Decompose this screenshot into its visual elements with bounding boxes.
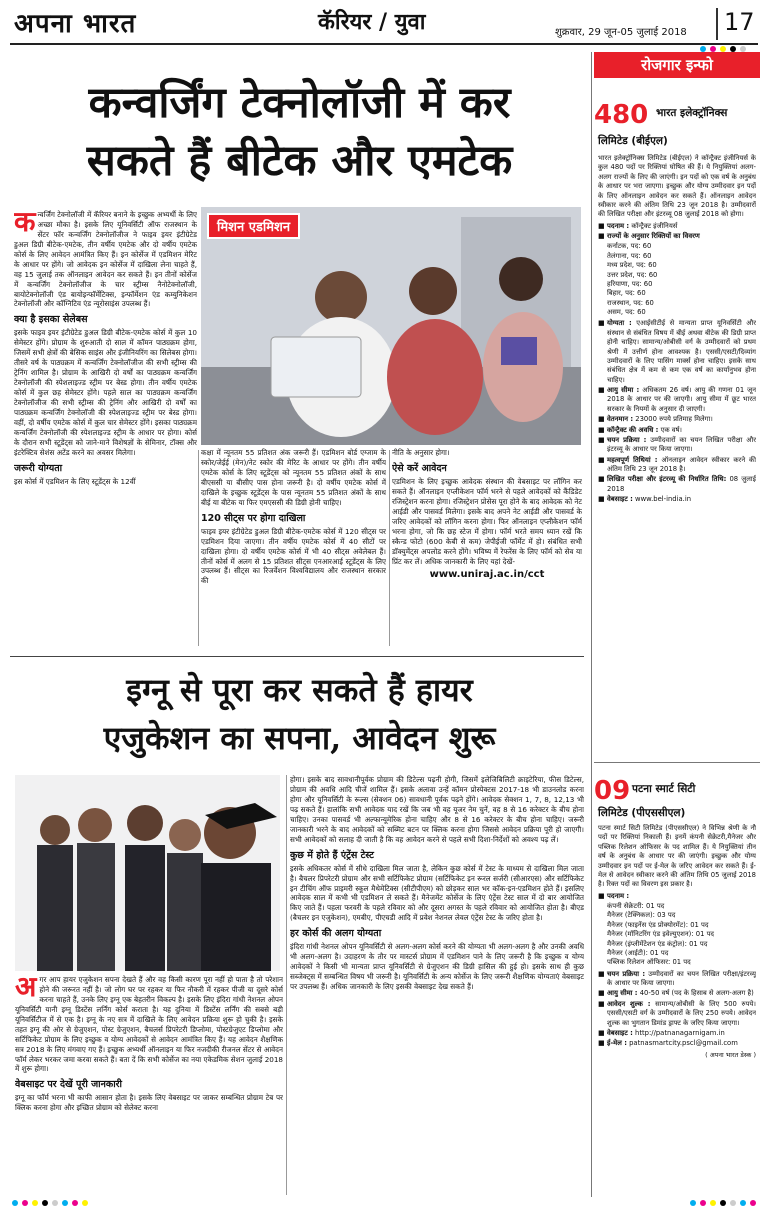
syllabus-text: इसके फाइव इयर इंटीग्रेटेड डुअल डिग्री बीटेक-एमटेक कोर्स में कुल 10 सेमेस्टर होंगे। प्रोग्राम के शुरुआती दो साल में कॉमन पाठ्यक्रम होगा, जिसमें सभी क्षेत्रों की बेसिक साइंस और इंजीनियरिंग का सिलेबस होगा। तीसरे वर्ष के पाठ्यक्रम में कन्वर्जिंग टेक्नोलॉजीज की सभी स्ट्रीम्स की ट्रेनिंग शामिल है। प्रोग्राम के आखिरी दो वर्षों का पाठ्यक्रम कन्वर्जिंग टेक्नोलॉजी की स्पेशलाइज्ड स्ट्रीम पर बेस्ड होगा। तीन वर्षीय एमटेक कोर्स में कुल छह सेमेस्टर होंगे। पहले साल का पाठ्यक्रम कन्वर्जिंग टेक्नोलॉजीज की सभी स्ट्रीम्स की ट्रेनिंग और आखिरी दो वर्षों का पाठ्यक्रम कन्वर्जिंग टेक्नोलॉजी की स्पेशलाइज्ड स्ट्रीम पर बेस्ड होगा। वहीं, दो वर्षीय एमटेक कोर्स में कुल चार सेमेस्टर होंगे। इसका पाठ्यक्रम कन्वर्जिंग टेक्नोलॉजी की स्पेशलाइज्ड स्ट्रीम के आधार पर होगा। कोर्स के दौरान सभी स्टूडेंट्स को जाने-माने विशेषज्ञों के सेमिनार, टॉक्स और इंटरेक्टिव सेशंस अटेंड करने का अवसर मिलेगा।: [14, 328, 197, 457]
bel-state-list: [598, 242, 756, 317]
pscl-org-name-1: पटना स्मार्ट सिटी: [632, 783, 696, 795]
students-illustration: [201, 207, 581, 445]
article2-headline: इग्नू से पूरा कर सकते हैं हायर एजुकेशन का सपना, आवेदन शुरू: [103, 671, 496, 757]
article2-column-1: [15, 975, 283, 1200]
list-item: मैनेजर (इंप्लीमेंटेशन एंड कंट्रोल): 01 पद: [607, 939, 708, 948]
bel-intro: भारत इलेक्ट्रॉनिक्स लिमिटेड (बीईएल) ने कॉन्ट्रैक्ट इंजीनियर्स के कुल 480 पदों पर रिक्तियां घोषित की हैं। ये नियुक्तियां अलग-अलग राज्यों के लिए की जाएंगी। इन पदों को एक वर्ष के अनुबंध के आधार पर भरा जाएगा। इच्छुक और योग्य उम्मीदवार इन पदों के लिए ऑनलाइन आवेदन कर सकते हैं। ऑनलाइन आवेदन स्वीकार करने की अंतिम तिथि 23 जून 2018 है। उम्मीदवारों की लिखित परीक्षा और इंटरव्यू 08 जुलाई 2018 को होगा।: [598, 154, 756, 219]
subheading-apply: ऐसे करें आवेदन: [392, 462, 447, 474]
graduates-illustration: [15, 775, 280, 971]
list-item: कंपनी सेक्रेटरी: 01 पद: [607, 902, 665, 910]
list-item: राजस्थान, पद: 60: [607, 298, 654, 307]
reservation-policy-text: नीति के अनुसार होगा।: [392, 448, 450, 457]
subheading-website: वेबसाइट पर देखें पूरी जानकारी: [15, 1079, 122, 1091]
list-item: मैनेजर (फाइनेंस एंड प्रोक्योरमेंट): 01 पद: [607, 920, 709, 929]
list-item: मैनेजर (आईटी): 01 पद: [607, 948, 669, 957]
website-link[interactable]: www.uniraj.ac.in/cct: [429, 569, 545, 581]
course-eligibility-text: इंदिरा गांधी नेशनल ओपन यूनिवर्सिटी से अलग-अलग कोर्स करने की योग्यता भी अलग-अलग है और उनकी अवधि भी अलग-अलग है। उदाहरण के तौर पर मास्टर्स प्रोग्राम में एडमिशन पाने के लिए जरूरी है कि इच्छुक व योग्य आवेदकों ने किसी भी मान्यता प्राप्त यूनिवर्सिटी से ग्रेजुएशन की डिग्री हासिल की हुई हो। इसके साथ ही कुछ सब्जेक्ट्स में सम्बन्धित विषय भी जरूरी है। यूनिवर्सिटी के अन्य कोर्सेज के लिए जरूरी शैक्षणिक योग्यताएं वेबसाइट पर उपलब्ध हैं। अधिक जानकारी के लिए इसकी वेबसाइट देख सकते हैं।: [290, 942, 584, 992]
entrance-test-text: इसके अधिकतर कोर्स में सीधे दाखिला मिल जाता है, लेकिन कुछ कोर्स में टेस्ट के माध्यम से दाखिला मिल जाता है। बैचलर प्रिपरेटरी प्रोग्राम और सभी सर्टिफिकेट प्रोग्राम (सर्टिफिकेट इन रूरल सर्जरी (सीआरएस) और सर्टिफिकेट इन टीचिंग ऑफ प्राइमरी स्कूल मैथेमेटिक्स (सीटीपीएम) को छोड़कर साल भर कॉक-इन-एडमिशन होते हैं। इसलिए आवेदक साल में कभी भी एडमिशन ले सकते हैं। मैनेजमेंट कोर्सेज के लिए एंट्रेंस टेस्ट साल में दो बार आयोजित किए जाते हैं। पहला फरवरी के पहले रविवार को और दूसरा अगस्त के पहले रविवार को आयोजित होता है। बीएड (बैचलर इन एजुकेशन), एमबीए, पीएचडी आदि में प्रवेश नेशनल लेवल एंट्रेंस टेस्ट के जरिए होता है।: [290, 863, 584, 923]
issue-date: शुक्रवार, 29 जून-05 जुलाई 2018: [555, 27, 687, 38]
article1-headline: कन्वर्जिंग टेक्नोलॉजी में कर सकते हैं बीटेक और एमटेक: [86, 78, 513, 186]
admission-criteria-text: कक्षा में न्यूनतम 55 प्रतिशत अंक जरूरी हैं। एडमिशन बोर्ड एग्जाम के स्कोर/जेईई (मेन)/नेट स्कोर की मेरिट के आधार पर होंगे। तीन वर्षीय एमटेक कोर्स के लिए स्टूडेंट्स को न्यूनतम 55 प्रतिशत अंकों के साथ बीएससी या बीसीए पास होना जरूरी है। दो वर्षीय एमटेक कोर्स में दाखिले के इच्छुक स्टूडेंट्स के पास न्यूनतम 55 प्रतिशत अंकों के साथ बीई या बीटेक या फिर एमएससी की डिग्री होनी चाहिए।: [201, 448, 386, 507]
pscl-org-name-2: लिमिटेड (पीएससीएल): [598, 807, 686, 819]
section-title: कॅरियर / युवा: [318, 9, 426, 35]
list-item: बिहार, पद: 60: [607, 289, 646, 298]
list-item: मैनेजर (टेक्निकल): 03 पद: [607, 911, 676, 920]
subheading-seats: 120 सीट्स पर होगा दाखिला: [201, 512, 306, 524]
list-item: पब्लिक रिलेशन ऑफिसर: 01 पद: [607, 958, 691, 967]
list-item: कर्नाटक, पद: 60: [607, 242, 652, 251]
article1-column-2: [201, 448, 386, 648]
desk-credit: ( अपना भारत डेस्क ): [705, 1050, 756, 1059]
bel-details: भारत इलेक्ट्रॉनिक्स लिमिटेड (बीईएल) ने कॉन्ट्रैक्ट इंजीनियर्स के कुल 480 पदों पर रिक्तियां घोषित की हैं। ये नियुक्तियां अलग-अलग राज्यों के लिए की जाएंगी। इन पदों को एक वर्ष के अनुबंध के आधार पर भरा जाएगा। इच्छुक और योग्य उम्मीदवार इन पदों के लिए ऑनलाइन आवेदन कर सकते हैं। ऑनलाइन आवेदन स्वीकार करने की अंतिम तिथि 23 जून 2018 है। उम्मीदवारों की लिखित परीक्षा और इंटरव्यू 08 जुलाई 2018 को होगा। ■ पदनाम : कॉन्ट्रैक्ट इंजीनियर्स ■ राज्यों के अनुसार रिक्तियों का विवरण कर्नाटक, पद: 60 तेलंगाना, पद: 60 मध्य प्रदेश, पद: 60 उत्तर प्रदेश, पद: 60 हरियाणा, पद: 60 बिहार, पद: 60 राजस्थान, पद: 60 असम, पद: 60 ■ योग्यता : एआईसीटीई से मान्यता प्राप्त यूनिवर्सिटी और संस्थान से संबंधित विषय में बीई अथवा बीटेक की डिग्री प्राप्त होनी चाहिए। सामान्य/ओबीसी वर्ग के उम्मीदवारों को प्रथम श्रेणी में उत्तीर्ण होना आवश्यक है। एससी/एसटी/दिव्यांग उम्मीदवारों के लिए पासिंग मार्क्स होना चाहिए। इसके साथ संबंधित क्षेत्र में कम से कम एक वर्ष का कार्यानुभव होना चाहिए। ■ आयु सीमा : अधिकतम 26 वर्ष। आयु की गणना 01 जून 2018 के आधार पर की जाएगी। आयु सीमा में छूट भारत सरकार के नियमों के अनुसार दी जाएगी। ■ वेतनमान : 23000 रुपये प्रतिमाह मिलेगा। ■ कॉन्ट्रैक्ट की अवधि : एक वर्ष। ■ चयन प्रक्रिया : उम्मीदवारों का चयन लिखित परीक्षा और इंटरव्यू के आधार पर किया जाएगा। ■ महत्वपूर्ण तिथियां : ऑनलाइन आवेदन स्वीकार करने की अंतिम तिथि 23 जून 2018 है। ■ लिखित परीक्षा और इंटरव्यू की निर्धारित तिथि: 08 जुलाई 2018 ■ वेबसाइट : www.bel-india.in: [598, 154, 756, 709]
bel-website-link[interactable]: www.bel-india.in: [635, 495, 692, 504]
masthead-logo: अपना भारत: [14, 9, 137, 39]
pscl-intro: पटना स्मार्ट सिटी लिमिटेड (पीएससीएल) ने विभिन्न श्रेणी के नौ पदों पर रिक्तियां निकाली हैं। इनमें कंपनी सेक्रेटरी,मैनेजर और पब्लिक रिलेशन ऑफिसर के पद शामिल हैं। ये नियुक्तियां तीन वर्ष के अनुबंध के आधार पर की जाएंगी। इच्छुक और योग्य उम्मीदवार इन पदों पर ई-मेल के जरिए आवेदन कर सकते हैं। ई-मेल से आवेदन स्वीकार करने की अंतिम तिथि 05 जुलाई 2018 है। रिक्त पदों का विवरण इस प्रकार है।: [598, 824, 756, 889]
subheading-syllabus: क्या है इसका सेलेबस: [14, 314, 88, 326]
subheading-eligibility: जरूरी योग्यता: [14, 462, 63, 474]
list-item: तेलंगाना, पद: 60: [607, 251, 652, 260]
list-item: मध्य प्रदेश, पद: 60: [607, 261, 657, 270]
bel-org-name-1: भारत इलेक्ट्रॉनिक्स: [656, 107, 728, 119]
bel-states-heading: राज्यों के अनुसार रिक्तियों का विवरण: [607, 232, 700, 240]
eligibility-text: इस कोर्स में एडमिशन के लिए स्टूडेंट्स के 12वीं: [14, 476, 136, 486]
subheading-course-eligibility: हर कोर्स की अलग योग्यता: [290, 928, 382, 940]
registration-dots-bottom-right: [690, 1200, 756, 1206]
photo-badge: मिशन एडमिशन: [207, 213, 300, 239]
job-pscl: [594, 776, 760, 819]
page-number: 17: [724, 8, 755, 36]
pscl-details: पटना स्मार्ट सिटी लिमिटेड (पीएससीएल) ने विभिन्न श्रेणी के नौ पदों पर रिक्तियां निकाली हैं। इनमें कंपनी सेक्रेटरी,मैनेजर और पब्लिक रिलेशन ऑफिसर के पद शामिल हैं। ये नियुक्तियां तीन वर्ष के अनुबंध के आधार पर की जाएंगी। इच्छुक और योग्य उम्मीदवार इन पदों पर ई-मेल के जरिए आवेदन कर सकते हैं। ई-मेल से आवेदन स्वीकार करने की अंतिम तिथि 05 जुलाई 2018 है। रिक्त पदों का विवरण इस प्रकार है। ■ पदनाम : कंपनी सेक्रेटरी: 01 पद मैनेजर (टेक्निकल): 03 पद मैनेजर (फाइनेंस एंड प्रोक्योरमेंट): 01 पद मैनेजर (मॉनिटरिंग एंड इवेल्युएशन): 01 पद मैनेजर (इंप्लीमेंटेशन एंड कंट्रोल): 01 पद मैनेजर (आईटी): 01 पद पब्लिक रिलेशन ऑफिसर: 01 पद ■ चयन प्रक्रिया : उम्मीदवारों का चयन लिखित परीक्षा/इंटरव्यू के आधार पर किया जाएगा। ■ आयु सीमा : 40-50 वर्ष (पद के हिसाब से अलग-अलग है) ■ आवेदन शुल्क : सामान्य/ओबीसी के लिए 500 रुपये। एससी/एसटी वर्ग के उम्मीदवारों के लिए 250 रुपये। आवेदन शुल्क का भुगतान डिमांड ड्राफ्ट के जरिए किया जाएगा। ■ वेबसाइट : http://patnanagarnigam.in ■ ई-मेल : patnasmartcity.pscl@gmail.com ( अपना भारत डेस्क ): [598, 824, 756, 1184]
pscl-post-list: [598, 902, 756, 968]
bel-vacancy-count: 480: [594, 100, 649, 130]
masthead: [0, 0, 768, 44]
drop-cap: अ: [15, 975, 37, 1003]
drop-cap: क: [14, 210, 36, 238]
graduates-photo: [15, 775, 280, 971]
list-item: मैनेजर (मॉनिटरिंग एंड इवेल्युएशन): 01 पद: [607, 930, 715, 939]
registration-dots-bottom-left: [12, 1200, 88, 1206]
bel-org-name-2: लिमिटेड (बीईएल): [598, 135, 668, 147]
pscl-website-link[interactable]: http://patnanagarnigam.in: [635, 1028, 725, 1037]
registration-dots-top: [700, 46, 746, 52]
list-item: हरियाणा, पद: 60: [607, 279, 653, 288]
students-photo: [201, 207, 581, 445]
pscl-vacancy-count: 09: [594, 776, 631, 806]
subheading-entrance-test: कुछ में होते हैं एंट्रेंस टेस्ट: [290, 849, 374, 861]
list-item: उत्तर प्रदेश, पद: 60: [607, 270, 658, 279]
seats-text: फाइव इयर इंटीग्रेटेड डुअल डिग्री बीटेक-एमटेक कोर्स में 120 सीट्स पर एडमिशन दिया जाएगा। तीन वर्षीय एमटेक कोर्स में 40 सीटों पर दाखिला होगा। दो वर्षीय एमटेक कोर्स में भी 40 सीट्स अवेलेबल हैं। तीनों कोर्स में अलग से 15 प्रतिशत सीट्स एनआरआई स्टूडेंट्स के लिए उपलब्ध हैं। सीट्स का रिजर्वेशन विश्वविद्यालय और राजस्थान सरकार की: [201, 526, 386, 586]
article1-column-3: [392, 448, 582, 648]
apply-text: एडमिशन के लिए इच्छुक आवेदक संस्थान की वेबसाइट पर लॉगिन कर सकते हैं। ऑनलाइन एप्लीकेशन फॉर्म भरने से पहले आवेदकों को कैंडिडेट रजिस्ट्रेशन करना होगा। रजिस्ट्रेशन प्रोसेस पूरा होने के बाद आवेदक को नेट आईडी और पासवर्ड मिलेगा। इसके बाद अपने नेट आईडी और पासवर्ड के जरिए आवेदकों को लॉगिन करना होगा। फिर ऑनलाइन एप्लीकेशन फॉर्म भरना होगा, जो कि छह स्टेज में होगा। फॉर्म भरते समय ध्यान रखें कि स्कैन्ड फोटो (600 केबी से कम) जेपीईजी फॉर्मेट में हो। संबंधित सभी डॉक्युमेंट्स अपलोड करने होंगे। भविष्य में रेफरेंस के लिए फॉर्म को सेव या प्रिंट कर लें। अधिक जानकारी के लिए यहां देखें-: [392, 477, 582, 566]
sidebar: [594, 52, 760, 1197]
website-text: इग्नू का फॉर्म भरना भी काफी आसान होता है। इसके लिए वेबसाइट पर जाकर सम्बन्धित प्रोग्राम टेब पर क्लिक करना होगा और इच्छित प्रोग्राम को सेलेक्ट करना: [15, 1093, 283, 1113]
list-item: असम, पद: 60: [607, 308, 646, 316]
sidebar-title: रोजगार इन्फो: [594, 52, 760, 78]
application-steps-text: होगा। इसके बाद सावधानीपूर्वक प्रोग्राम की डिटेल्स पढ़नी होगी, जिसमें इलेजिबिलिटी क्राइटेरिया, फीस डिटेल्स, प्रोग्राम की अवधि आदि चीजें शामिल हैं। इसके अलावा उन्हें कॉमन प्रोस्पेक्टस 2017-18 भी डाउनलोड करना होगा और यूनिवर्सिटी के रूल्स (सेक्शन 06) सावधानी पूर्वक पढ़ने होंगे। आवेदक सेक्शन 1, 7, 8, 12,13 भी पढ़ सकते हैं। हालांकि सभी आवेदक याद रखें कि जब भी वह यूजर नेम चुनें, वह 8 से 16 करेक्टर के बीच होना चाहिए। उनका पासवर्ड भी अल्फान्यूमेरिक होना चाहिए और 8 से 16 करेक्टर के बीच होना चाहिए। जरूरी जानकारी भरने के बाद आवेदकों को सब्मिट बटन पर क्लिक करना होगा जिससे आवेदन प्रक्रिया पूरी हो जाएगी। सभी आवेदकों को सलाह दी जाती है कि वह आवेदन करने से पहले सभी दिशा-निर्देशों को अवश्य पढ़ लें।: [290, 775, 584, 844]
article1-column-1: [14, 210, 197, 650]
article2-column-2: [290, 775, 584, 1200]
pscl-email-link[interactable]: patnasmartcity.pscl@gmail.com: [629, 1039, 738, 1048]
intro-text: न्वर्जिंग टेक्नोलॉजी में कॅरियर बनाने के इच्छुक अभ्यर्थी के लिए अच्छा मौका है। इसके लिए यूनिवर्सिटी ऑफ राजस्थान के सेंटर फॉर कन्वर्जिंग टेक्नोलॉजीज ने फाइव इयर इंटीग्रेटेड डुअल डिग्री बीटेक-एमटेक, तीन वर्षीय एमटेक और दो वर्षीय एमटेक कोर्स के लिए आवेदन आमंत्रित किए हैं। इन कोर्सेज में एडमिशन मेरिट के आधार पर होंगे। जो आवेदक इन कोर्सेज में दाखिला लेना चाहते हैं, वह 15 जुलाई तक ऑनलाइन आवेदन कर सकते हैं। इन तीनों कोर्सेज में कन्वर्जिंग टेक्नोलॉजीज के चार स्ट्रीम्स नैनोटेक्नोलॉजी, बायोटेक्नोलॉजी एंड बायोइन्फॉर्मेटिक्स, इन्फॉर्मेशन एंड कम्युनिकेशन टेक्नोलॉजी और कॉग्निटिव एंड न्यूरोसाइंस उपलब्ध हैं।: [14, 210, 197, 309]
ignou-intro-text: गर आप हायर एजुकेशन सपना देखते हैं और वह किसी कारण पूरा नहीं हो पाता है तो परेशान होने की जरूरत नहीं है। जो लोग घर पर रहकर या फिर नौकरी में रहकर पीजी या दूसरे कोर्स करना चाहते हैं, उनके लिए इग्नू एक बेहतरीन विकल्प है। इसके लिए इंदिरा गांधी नेशनल ओपन यूनिवर्सिटी यानी इग्नू डिस्टेंस लर्निंग कोर्स कराता है। यह दुनिया में डिस्टेंस लर्निंग की सबसे बड़ी यूनिवर्सिटीज में से एक है। इग्नू के नए सत्र में दाखिले के लिए आवेदन प्रक्रिया शुरू हो चुकी है। इसके तहत इग्नू की ओर से ग्रेजुएशन, पोस्ट ग्रेजुएशन, बैचलर्स प्रिपरेटरी डिप्लोमा, पोस्टग्रेजुएट डिप्लोमा और सर्टिफिकेट प्रोग्राम के लिए इच्छुक व योग्य आवेदकों से आवेदन आमंत्रित किए हैं। यह आवेदन शैक्षणिक सत्र 2018 के लिए मंगवाए गए हैं। इच्छुक अभ्यर्थी ऑनलाइन या फिर नजदीकी रीजनल सेंटर से आवेदन फॉर्म लेकर भरकर जमा करवा सकते हैं। बता दें कि सभी कोर्सेज का नया एकेडमिक सेशन जुलाई 2018 में शुरू होगा।: [15, 975, 283, 1074]
